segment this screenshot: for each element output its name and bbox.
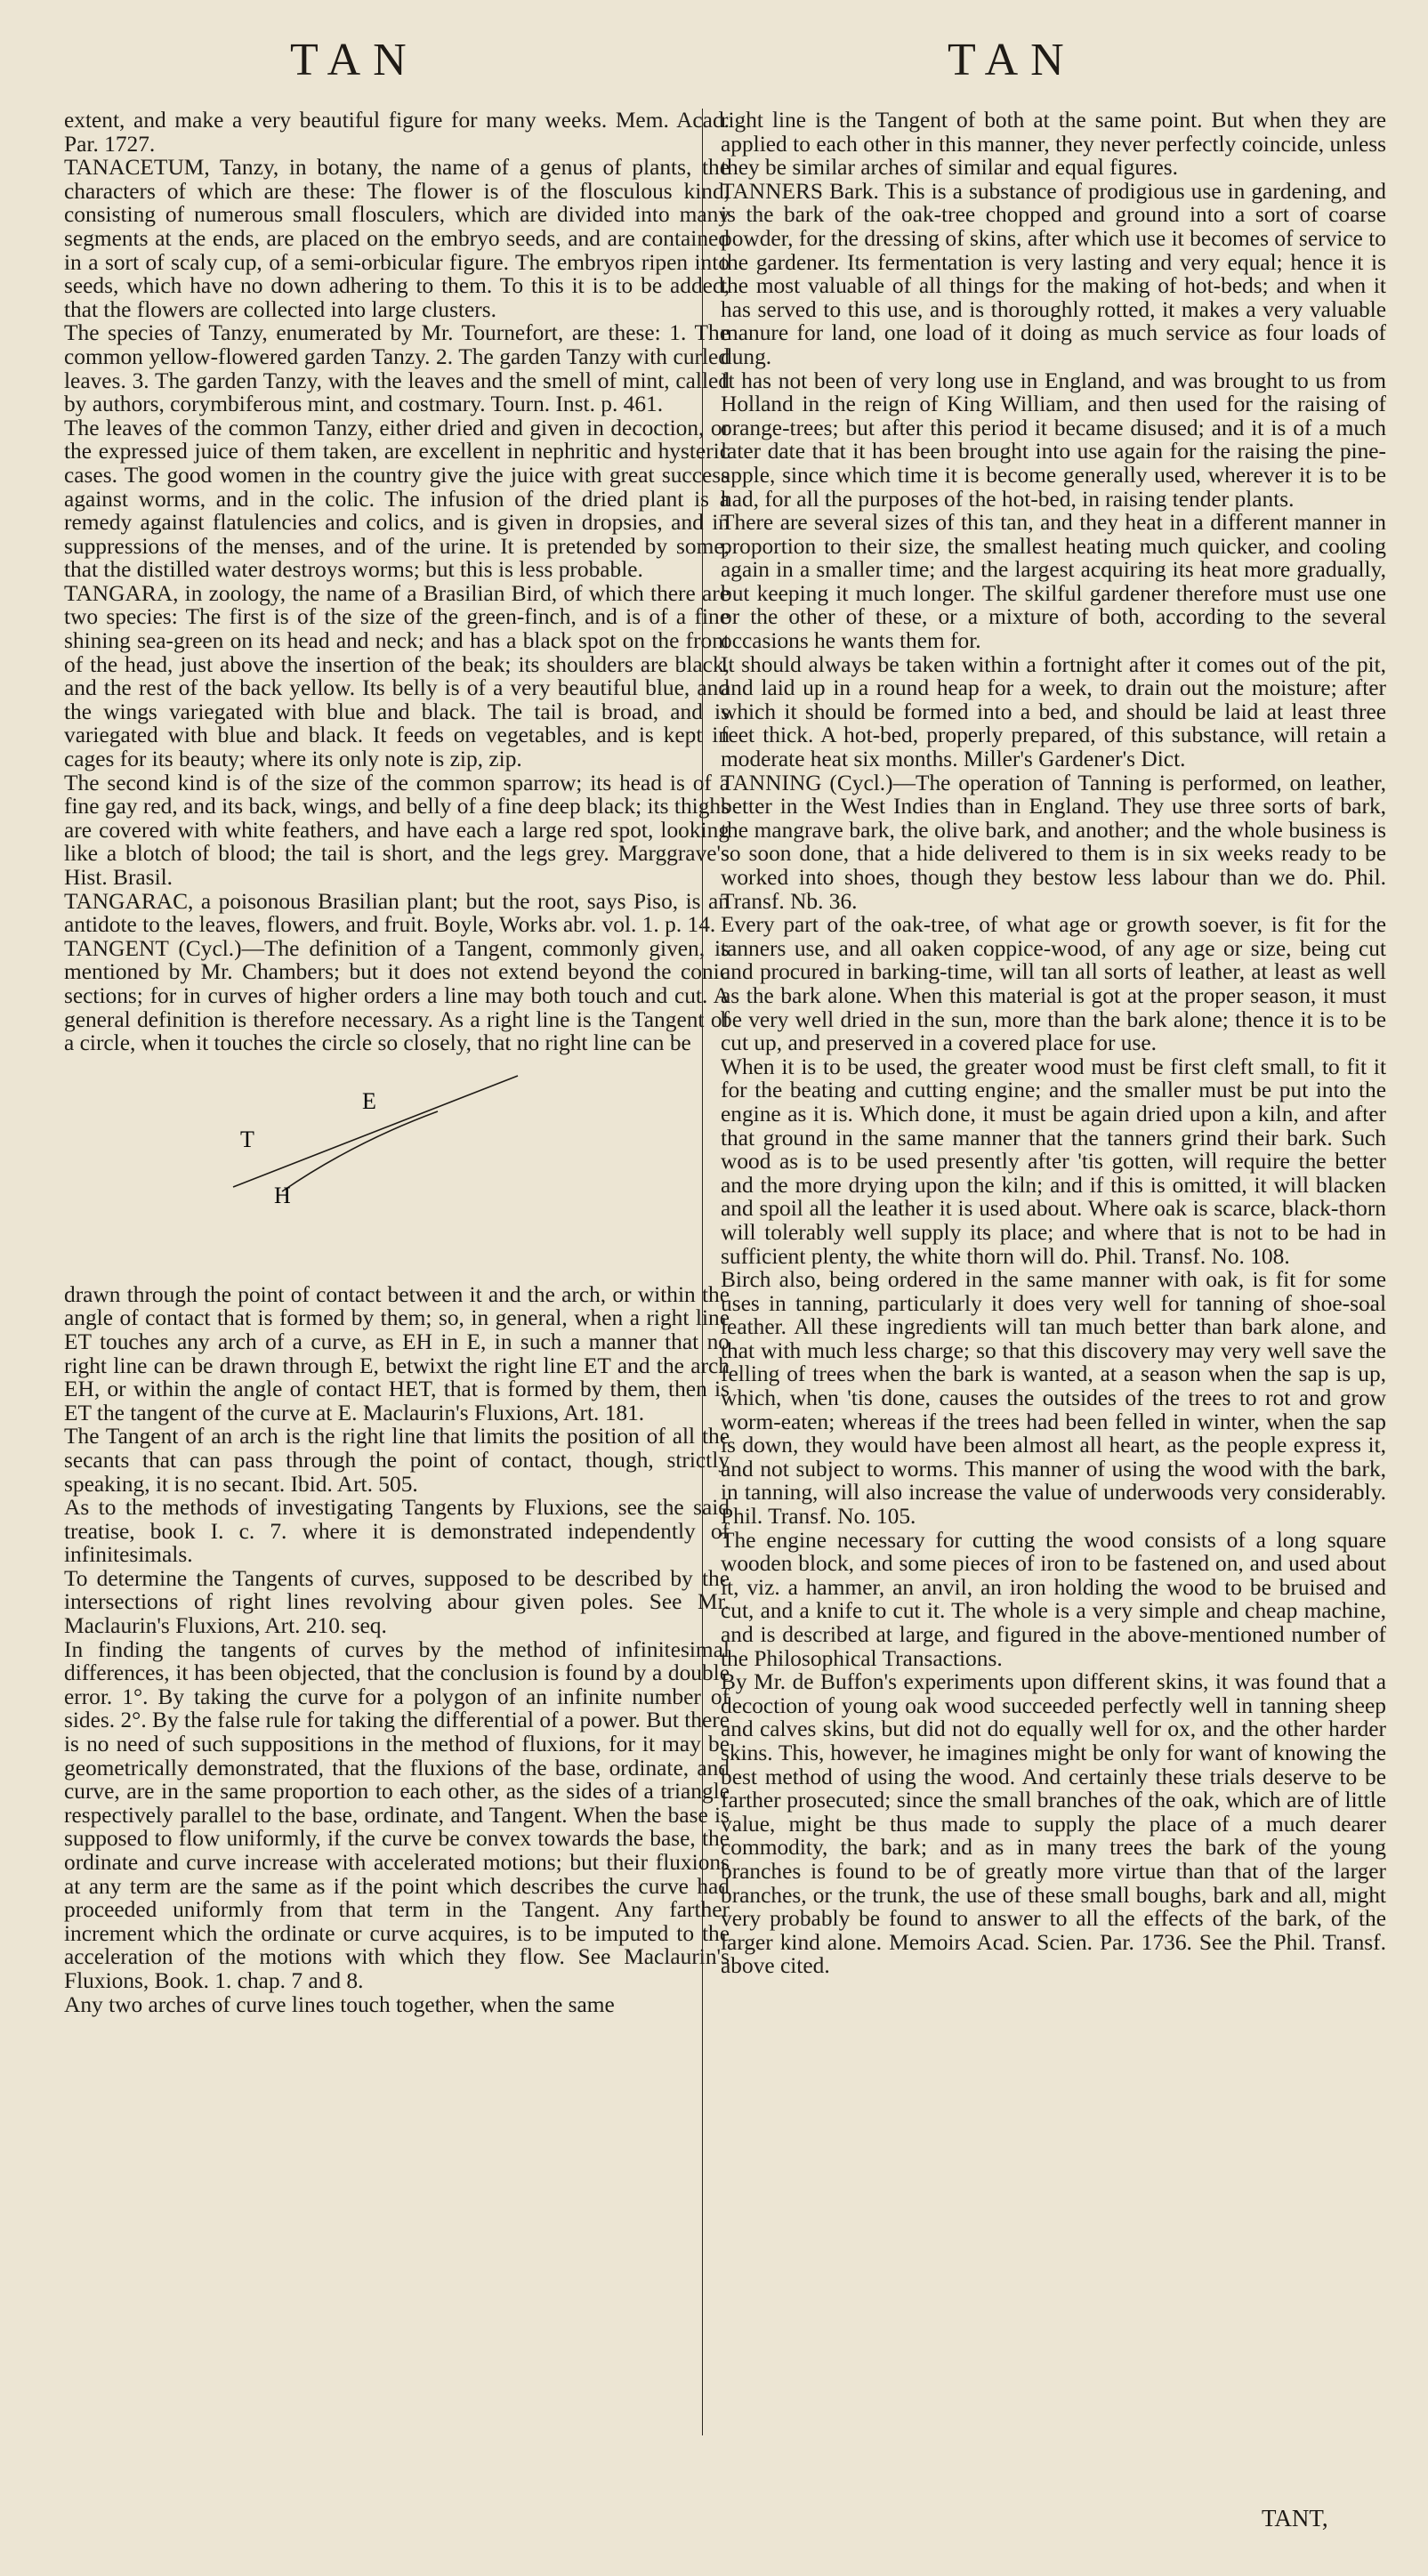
paragraph: By Mr. de Buffon's experiments upon different skins, it was found that a decoction of young oak wood succeeded perfectly well in tanning sheep and calves skins, but did not do equally well for ox, and the other harder skins. This, however, he imagines might be only for want of knowing the best method of using the wood. And certainly these trials deserve to be farther prosecuted; since the small branches of the oak, which are of little value, might be thus made to supply the place of a much dearer commodity, the bark; and as in many trees the bark of the young branches is found to be of greatly more virtue than that of the larger branches, or the trunk, the use of these small boughs, bark and all, might very probably be found to answer to all the effects of the bark, of the larger kind alone. Memoirs Acad. Scien. Par. 1736. See the Phil. Transf. above cited. <box>721 1669 1386 1979</box>
paragraph: right line is the Tangent of both at the same point. But when they are applied to each other in this manner, they never perfectly coincide, unless they be similar arches of similar and equal figures. <box>721 108 1386 181</box>
label-t: T <box>240 1126 254 1152</box>
left-column <box>64 109 730 2016</box>
paragraph: It has not been of very long use in England, and was brought to us from Holland in the reign of King William, and then used for the raising of orange-trees; but after this period it became disused; and it is of a much later date that it has been brought into use again for the raising the pine-apple, since which time it is become generally used, wherever it is to be had, for all the purposes of the hot-bed, in raising tender plants. <box>721 367 1386 512</box>
paragraph: The species of Tanzy, enumerated by Mr. Tournefort, are these: 1. The common yellow-flowered garden Tanzy. 2. The garden Tanzy with curled leaves. 3. The garden Tanzy, with the leaves and the smell of mint, called by authors, corymbiferous mint, and costmary. Tourn. Inst. p. 461. <box>64 320 730 417</box>
entry-tangent: TANGENT (Cycl.)—The definition of a Tangent, commonly given, is mentioned by Mr. Chambers; but it does not extend beyond the conic sections; for in curves of higher orders a line may both touch and cut. A general definition is therefore necessary. As a right line is the Tangent of a circle, when it touches the circle so closely, that no right line can be <box>64 935 730 1056</box>
paragraph: The Tangent of an arch is the right line that limits the position of all the secants that can pass through the point of contact, though, strictly speaking, it is no secant. Ibid. Art. 505. <box>64 1424 730 1497</box>
right-column <box>721 109 1386 1978</box>
paragraph: Birch also, being ordered in the same manner with oak, is fit for some uses in tanning, particularly it does very well for tanning of shoe-soal leather. All these ingredients will tan much better than bark alone, and that with much less charge; so that this discovery may very well save the felling of trees when the bark is wanted, at a season when the sap is up, which, when 'tis done, causes the outsides of the trees to rot and grow worm-eaten; whereas if the trees had been felled in winter, when the sap is down, they would have been almost all heart, as the people express it, and not subject to worms. This manner of using the wood with the bark, in tanning, will also increase the value of underwoods very considerably. Phil. Transf. No. 105. <box>721 1267 1386 1530</box>
tangent-diagram <box>198 1062 536 1205</box>
paragraph: The second kind is of the size of the common sparrow; its head is of a fine gay red, and its back, wings, and belly of a fine deep black; its thighs are covered with white feathers, and have each a large red spot, looking like a blotch of blood; the tail is short, and the legs grey. Marggrave's Hist. Brasil. <box>64 770 730 890</box>
paragraph: As to the methods of investigating Tangents by Fluxions, see the said treatise, book I. c. 7. where it is demonstrated independently of infinitesimals. <box>64 1495 730 1568</box>
entry-tangara: TANGARA, in zoology, the name of a Brasilian Bird, of which there are two species: The first is of the size of the green-finch, and is of a fine shining sea-green on its head and neck; and has a black spot on the front of the head, just above the insertion of the beak; its shoulders are black, and the rest of the back yellow. Its belly is of a very beautiful blue, and the wings variegated with blue and black. The tail is broad, and is variegated with blue and black. It feeds on vegetables, and is kept in cages for its beauty; where its only note is zip, zip. <box>64 580 730 772</box>
paragraph: To determine the Tangents of curves, supposed to be described by the intersections of right lines revolving abour given poles. See Mr. Maclaurin's Fluxions, Art. 210. seq. <box>64 1565 730 1639</box>
paragraph: drawn through the point of contact between it and the arch, or within the angle of contact that is formed by them; so, in general, when a right line ET touches any arch of a curve, as EH in E, in such a manner that no right line can be drawn through E, betwixt the right line ET and the arch EH, or within the angle of contact HET, that is formed by them, then is ET the tangent of the curve at E. Maclaurin's Fluxions, Art. 181. <box>64 1281 730 1425</box>
paragraph: In finding the tangents of curves by the method of infinitesimal differences, it has been objected, that the conclusion is found by a double error. 1°. By taking the curve for a polygon of an infinite number of sides. 2°. By the false rule for taking the differential of a power. But there is no need of such suppositions in the method of fluxions, for it may be geometrically demonstrated, that the fluxions of the base, ordinate, and curve, are in the same proportion to each other, as the sides of a triangle respectively parallel to the base, ordinate, and Tangent. When the base is supposed to flow uniformly, if the curve be convex towards the base, the ordinate and curve increase with accelerated motions; but their fluxions at any term are the same as if the point which describes the curve had proceeded uniformly from that term in the Tangent. Any farther increment which the ordinate or curve acquires, is to be imputed to the acceleration of the motions with which they flow. See Maclaurin's Fluxions, Book. 1. chap. 7 and 8. <box>64 1636 730 1993</box>
entry-tanners-bark: TANNERS Bark. This is a substance of prodigious use in gardening, and is the bark of the oak-tree chopped and ground into a sort of coarse powder, for the dressing of skins, after which use it becomes of service to the gardener. Its fermentation is very lasting and very equal; hence it is the most valuable of all things for the making of hot-beds; and when it has served to this use, and is thoroughly rotted, it makes a very valuable manure for land, one load of it doing as much service as four loads of dung. <box>721 178 1386 369</box>
paragraph: extent, and make a very beautiful figure for many weeks. Mem. Acad. Par. 1727. <box>64 108 730 157</box>
label-e: E <box>362 1087 376 1114</box>
paragraph: It should always be taken within a fortnight after it comes out of the pit, and laid up in a round heap for a week, to drain out the moisture; after which it should be formed into a bed, and should be laid at least three feet thick. A hot-bed, properly prepared, of this substance, will retain a moderate heat six months. Miller's Gardener's Dict. <box>721 651 1386 772</box>
entry-tanning: TANNING (Cycl.)—The operation of Tanning is performed, on leather, better in the West Indies than in England. They use three sorts of bark, the mangrave bark, the olive bark, and another; and the whole business is so soon done, that a hide delivered to them is in six weeks ready to be worked into shoes, though they bestow less labour than we do. Phil. Transf. Nb. 36. <box>721 770 1386 914</box>
paragraph: Any two arches of curve lines touch together, when the same <box>64 1991 615 2017</box>
catchword: TANT, <box>1262 2505 1328 2532</box>
paragraph: The leaves of the common Tanzy, either dried and given in decoction, or the expressed juice of them taken, are excellent in nephritic and hysteric cases. The good women in the country give the juice with great success against worms, and in the colic. The infusion of the dried plant is a remedy against flatulencies and colics, and is given in dropsies, and in suppressions of the menses, and of the urine. It is pretended by some, that the distilled water destroys worms; but this is less probable. <box>64 415 730 583</box>
tangent-figure <box>64 1055 730 1283</box>
paragraph: When it is to be used, the greater wood must be first cleft small, to fit it for the beating and cutting engine; and the smaller must be put into the engine as it is. Which done, it must be again dried upon a kiln, and after that ground in the same manner that the tanners grind their bark. Such wood as is to be used presently after 'tis gotten, will require the better and the more drying upon the kiln; and if this is omitted, it will blacken and spoil all the leather it is used about. Where oak is scarce, black-thorn will tolerably well supply its place; and where that is not to be had in sufficient plenty, the white thorn will do. Phil. Transf. No. 108. <box>721 1054 1386 1269</box>
paragraph: There are several sizes of this tan, and they heat in a different manner in proportion to their size, the smallest heating much quicker, and cooling again in a smaller time; and the largest acquiring its heat more gradually, but keeping it much longer. The skilful gardener therefore must use one or the other of these, or a mixture of both, according to the several occasions he wants them for. <box>721 510 1386 654</box>
label-h: H <box>274 1182 291 1205</box>
entry-tangarac: TANGARAC, a poisonous Brasilian plant; but the root, says Piso, is an antidote to the leaves, flowers, and fruit. Boyle, Works abr. vol. 1. p. 14. <box>64 888 730 938</box>
curve-arch-eh <box>282 1111 438 1191</box>
paragraph: The engine necessary for cutting the wood consists of a long square wooden block, and some pieces of iron to be fastened on, and used about it, viz. a hammer, an anvil, an iron holding the wood to be bruised and cut, and a knife to cut it. The whole is a very simple and cheap machine, and is described at large, and figured in the above-mentioned number of the Philosophical Transactions. <box>721 1527 1386 1671</box>
running-head-right: TAN <box>948 35 1077 85</box>
paragraph: Every part of the oak-tree, of what age or growth soever, is fit for the tanners use, and all oaken coppice-wood, of any age or size, being cut and procured in barking-time, will tan all sorts of leather, at least as well as the bark alone. When this material is got at the proper season, it must be very well dried in the sun, more than the bark alone; thence it is to be cut up, and preserved in a covered place for use. <box>721 912 1386 1056</box>
running-head-left: TAN <box>290 35 419 85</box>
entry-tanacetum: TANACETUM, Tanzy, in botany, the name of a genus of plants, the characters of which are these: The flower is of the flosculous kind, consisting of numerous small flosculers, which are divided into many segments at the ends, are placed on the embryo seeds, and are contained in a sort of scaly cup, of a semi-orbicular figure. The embryos ripen into seeds, which have no down adhering to them. To this it is to be added, that the flowers are collected into large clusters. <box>64 155 730 322</box>
